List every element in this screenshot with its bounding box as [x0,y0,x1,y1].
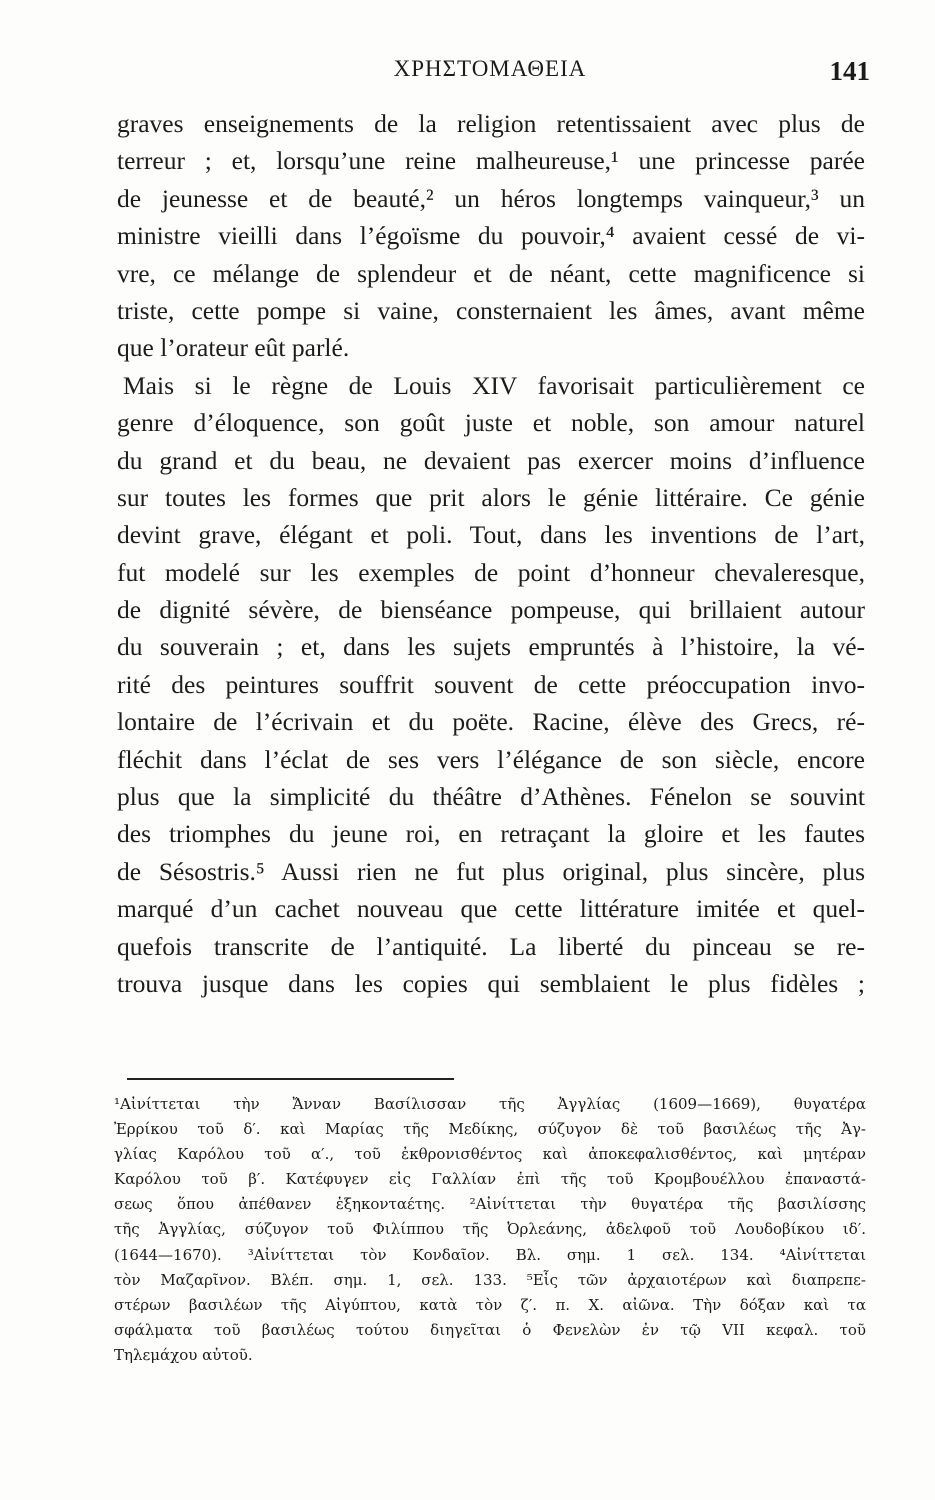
text-line: plus que la simplicité du théâtre d’Athènes. Fénelon se souvint [117,782,865,812]
text-line: de jeunesse et de beauté,² un héros longtemps vainqueur,³ un [117,183,865,213]
footnote-line: Ἐρρίκου τοῦ δ′. καὶ Μαρίας τῆς Μεδίκης, σύζυγον δὲ τοῦ βασιλέως τῆς Ἀγ- [114,1120,866,1139]
footnote-line: στέρων βασιλέων τῆς Αἰγύπτου, κατὰ τὸν ζ′. π. Χ. αἰῶνα. Τὴν δόξαν καὶ τα [114,1295,866,1314]
text-line: de Sésostris.⁵ Aussi rien ne fut plus original, plus sincère, plus [117,856,865,886]
text-line: des triomphes du jeune roi, en retraçant la gloire et les fautes [117,819,865,849]
text-line: du grand et du beau, ne devaient pas exercer moins d’influence [117,445,865,475]
footnote-line: Τηλεμάχου αὐτοῦ. [114,1345,253,1364]
text-line: ministre vieilli dans l’égoïsme du pouvoir,⁴ avaient cessé de vi- [117,221,865,251]
text-line: devint grave, élégant et poli. Tout, dans les inventions de l’art, [117,520,865,550]
footnote-divider [127,1078,454,1080]
text-line: triste, cette pompe si vaine, consternaient les âmes, avant même [117,295,865,325]
text-line: Mais si le règne de Louis XIV favorisait particulièrement ce [123,370,865,400]
text-line: fléchit dans l’éclat de ses vers l’élégance de son siècle, encore [117,744,865,774]
text-line: que l’orateur eût parlé. [117,333,350,363]
text-line: quefois transcrite de l’antiquité. La liberté du pinceau se re- [117,931,865,961]
footnotes [114,1092,866,1368]
main-text [117,105,865,1002]
footnote-line: τῆς Ἀγγλίας, σύζυγον τοῦ Φιλίππου τῆς Ὀρλεάνης, ἀδελφοῦ τοῦ Λουδοβίκου ιδ′. [114,1220,866,1239]
text-line: rité des peintures souffrit souvent de cette préoccupation invo- [117,669,865,699]
page-number: 141 [829,56,870,86]
text-line: genre d’éloquence, son goût juste et noble, son amour naturel [117,408,865,438]
footnote-line: ¹Αἰνίττεται τὴν Ἄνναν Βασίλισσαν τῆς Ἀγγλίας (1609—1669), θυγατέρα [114,1095,866,1113]
text-line: vre, ce mélange de splendeur et de néant, cette magnificence si [117,258,865,288]
text-line: sur toutes les formes que prit alors le génie littéraire. Ce génie [117,482,865,512]
footnote-line: γλίας Καρόλου τοῦ α′., τοῦ ἐκθρονισθέντος καὶ ἀποκεφαλισθέντος, καὶ μητέραν [114,1145,866,1164]
text-line: graves enseignements de la religion retentissaient avec plus de [117,109,865,138]
text-line: du souverain ; et, dans les sujets empruntés à l’histoire, la vé- [117,632,865,662]
footnote-line: τὸν Μαζαρῖνον. Βλέπ. σημ. 1, σελ. 133. ⁵Εἷς τῶν ἀρχαιοτέρων καὶ διαπρεπε- [114,1270,866,1289]
text-line: terreur ; et, lorsqu’une reine malheureuse,¹ une princesse parée [117,146,865,176]
footnote-line: Καρόλου τοῦ β′. Κατέφυγεν εἰς Γαλλίαν ἐπὶ τῆς τοῦ Κρομβουέλλου ἐπαναστά- [114,1170,866,1189]
text-line: marqué d’un cachet nouveau que cette littérature imitée et quel- [117,894,865,924]
footnote-line: σεως ὅπου ἀπέθανεν ἑξηκονταέτης. ²Αἰνίττεται τὴν θυγατέρα τῆς βασιλίσσης [114,1195,866,1214]
text-line: lontaire de l’écrivain et du poëte. Racine, élève des Grecs, ré- [117,707,865,737]
text-line: fut modelé sur les exemples de point d’honneur chevaleresque, [117,557,865,587]
footnote-line: σφάλματα τοῦ βασιλέως τούτου διηγεῖται ὁ Φενελὼν ἐν τῷ VII κεφαλ. τοῦ [114,1320,866,1339]
footnote-line: (1644—1670). ³Αἰνίττεται τὸν Κονδαῖον. Βλ. σημ. 1 σελ. 134. ⁴Αἰνίττεται [114,1245,866,1264]
text-line: trouva jusque dans les copies qui semblaient le plus fidèles ; [117,968,865,998]
running-title: ΧΡΗΣΤΟΜΑΘΕΙΑ [393,56,587,81]
text-line: de dignité sévère, de bienséance pompeuse, qui brillaient autour [117,595,865,625]
running-head [110,56,870,86]
